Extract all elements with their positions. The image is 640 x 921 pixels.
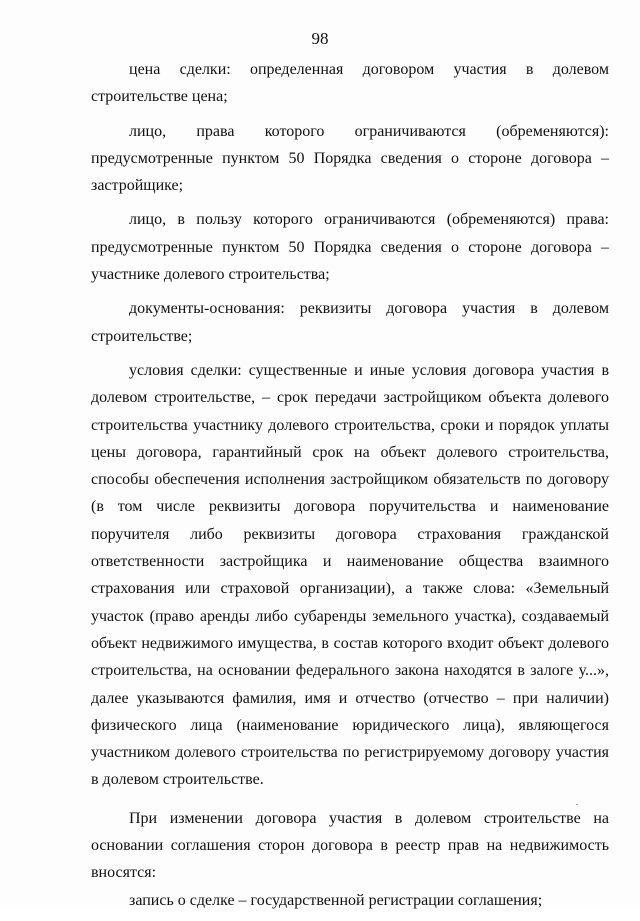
- paragraph-restricted-person: лицо, права которого ограничиваются (обременяются): предусмотренные пунктом 50 Порядка сведения о стороне договора – застройщике;: [91, 122, 609, 195]
- paragraph-beneficiary-person: лицо, в пользу которого ограничиваются (обременяются) права: предусмотренные пунктом 50 Порядка сведения о стороне договора – участнике долевого строительства;: [91, 211, 609, 284]
- paragraph-deal-conditions: условия сделки: существенные и иные условия договора участия в долевом строительстве, – срок передачи застройщиком объекта долевого строительства участнику долевого строительства, сроки и порядок уплаты цены договора, гарантийный срок на объект долевого строительства, способы обеспечения исполнения застройщиком обязательств по договору (в том числе реквизиты договора поручительства и наименование поручителя либо реквизиты договора страхования гражданской ответственности застройщика и наименование общества взаимного страхования или страховой организации), а также слова: «Земельный участок (право аренды либо субаренды земельного участка), создаваемый объект недвижимого имущества, в состав которого входит объект долевого строительства, на основании федерального закона находятся в залоге у...», далее указываются фамилия, имя и отчество (отчество – при наличии) физического лица (наименование юридического лица), являющегося участником долевого строительства по регистрируемому договору участия в долевом строительстве.: [91, 361, 609, 789]
- paragraph-contract-change: При изменении договора участия в долевом строительстве на основании соглашения сторон договора в реестр прав на недвижимость вносятся:: [91, 809, 609, 882]
- paragraph-deal-price: цена сделки: определенная договором участия в долевом строительстве цена;: [91, 61, 609, 106]
- paragraph-basis-documents: документы-основания: реквизиты договора участия в долевом строительстве;: [91, 300, 609, 345]
- page-number: 98: [311, 29, 329, 48]
- document-body: [91, 56, 609, 921]
- paragraph-deal-record: запись о сделке – государственной регистрации соглашения;: [129, 891, 543, 909]
- scan-speck: [576, 804, 578, 805]
